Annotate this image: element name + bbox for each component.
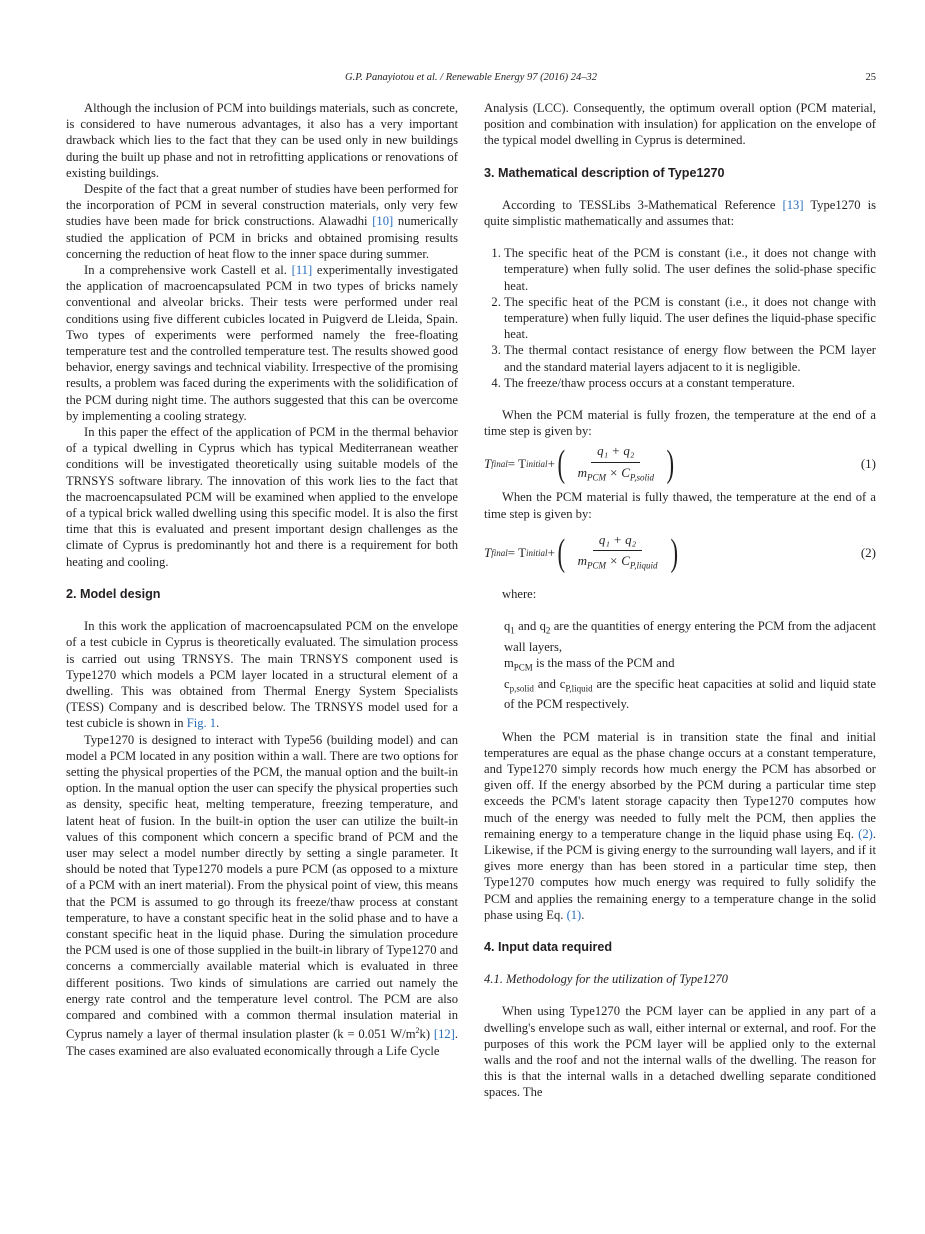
- list-item: 4. The freeze/thaw process occurs at a constant temperature.: [504, 375, 876, 391]
- figure-link[interactable]: Fig. 1: [186, 716, 217, 731]
- section-heading: 3. Mathematical description of Type1270: [484, 165, 725, 180]
- paragraph: In this paper the effect of the application of PCM in the thermal behavior of a typical dwelling in Cyprus which has typical Mediterranean weather conditions will be investigated theoretically using suitable models of the TRNSYS software library. The innovation of this work lies to the fact that the macroencapsulated PCM will be examined when applied to the envelope of a typical brick walled dwelling using this specific model. It is also the first time that this is evaluated and present important design challenges as the climate of Cyprus is predominantly hot and there is a requirement for both heating and cooling.: [66, 425, 458, 569]
- citation-link[interactable]: [11]: [291, 263, 313, 278]
- left-column: [66, 100, 458, 1059]
- paragraph: In this work the application of macroencapsulated PCM on the envelope of a test cubicle in Cyprus is theoretically evaluated. The simulation process is carried out using TRNSYS. The main TRNSYS component used is Type1270 which models a PCM layer located in a structural element of a dwelling. This was obtained from Thermal Energy System Specialists (TESS) Company and is described below. The TRNSYS model used for a test cubicle is shown in Fig. 1.: [66, 619, 458, 731]
- list-item: 1. The specific heat of the PCM is constant (i.e., it does not change with temperature) when fully solid. The user defines the solid-phase specific heat.: [504, 245, 876, 294]
- paragraph: When the PCM material is fully frozen, the temperature at the end of a time step is given by:: [484, 408, 876, 439]
- section-heading: 2. Model design: [66, 586, 161, 601]
- variable-definitions: [484, 618, 876, 713]
- equation-number: (1): [860, 456, 876, 472]
- equation-2: T final = T initial + ( $\frac{\text{q₁ + q₂}}{m_{PCM} \times C_{P,liquid}}$ ) (2): [484, 531, 876, 574]
- citation-link[interactable]: [12]: [433, 1027, 455, 1042]
- section-heading: 4. Input data required: [484, 940, 613, 955]
- definition: $m_{PCM}$ is the mass of the PCM and: [504, 655, 675, 673]
- where-label: where:: [502, 586, 537, 601]
- paragraph: According to TESSLibs 3-Mathematical Reference [13] Type1270 is quite simplistic mathematically and assumes that:: [484, 197, 876, 229]
- paragraph: In a comprehensive work Castell et al. [11] experimentally investigated the application of macroencapsulated PCM in two types of bricks namely conventional and alveolar bricks. Their tests were performed under real conditions using five different cubicles located in Puigverd de Lleida, Spain. Two types of experiments were performed namely the free-floating temperature test and the controlled temperature test. The results showed good behavior, energy savings and technical viability. Irrespective of the promising results, a problem was faced during the experiments with the solidification of the PCM during night time. The authors suggested that this can be overcome by implementing a cooling strategy.: [66, 263, 458, 423]
- assumptions-list: [484, 245, 876, 391]
- equation-1: T final = T initial + ( $\frac{\text{q₁ + q₂}}{m_{PCM} \times C_{P,solid}}$ ) (1): [484, 443, 876, 486]
- paragraph: When the PCM material is in transition state the final and initial temperatures are equal as the phase change occurs at a constant temperature, and Type1270 simply records how much energy the PCM has absorbed or given off. If the energy absorbed by the PCM during a particular time step exceeds the PCM's latent storage capacity then Type1270 computes how much of the energy was needed to fully melt the PCM, then applies the remaining energy to a temperature change in the liquid phase using Eq. (2). Likewise, if the PCM is giving energy to the surrounding wall layers, and if it gives more energy than has been stored in a particular time step, then Type1270 computes how much energy was required to fully solidify the PCM and applies the remaining energy to a temperature change in the solid phase using Eq. (1).: [484, 729, 876, 922]
- equation-link[interactable]: (2): [858, 826, 873, 841]
- citation-link[interactable]: [13]: [782, 197, 804, 212]
- subsection-heading: 4.1. Methodology for the utilization of Type1270: [484, 972, 728, 987]
- definition: $q_1$ and $q_2$ are the quantities of energy entering the PCM from the adjacent wall layers,: [504, 619, 877, 654]
- paragraph: Analysis (LCC). Consequently, the optimum overall option (PCM material, position and combination with insulation) for application on the envelope of the typical model dwelling in Cyprus is determined.: [484, 101, 876, 148]
- right-column: [484, 100, 876, 1101]
- equation-number: (2): [860, 544, 876, 560]
- list-item: 3. The thermal contact resistance of energy flow between the PCM layer and the standard material layers adjacent to it is negligible.: [504, 342, 876, 374]
- journal-citation: G.P. Panayiotou et al. / Renewable Energy 97 (2016) 24–32: [345, 72, 597, 83]
- list-item: 2. The specific heat of the PCM is constant (i.e., it does not change with temperature) when fully liquid. The user defines the liquid-phase specific heat.: [504, 294, 876, 343]
- paragraph: Although the inclusion of PCM into buildings materials, such as concrete, is considered to have numerous advantages, it also has a very important drawback which lies to the fact that they can be used only in new buildings during the built up phase and not in retrofitting applications or renovations of existing buildings.: [66, 101, 458, 180]
- citation-link[interactable]: [10]: [372, 214, 394, 229]
- paragraph: Type1270 is designed to interact with Type56 (building model) and can model a PCM located in any position within a wall. There are two options for setting the physical properties of the PCM, the manual option and the built-in option. In the manual option the user can specify the physical properties such as density, specific heat, melting temperature, freezing temperature, and latent heat of fusion. In the built-in option the user can utilize the built-in values of this component which concern a specific brand of PCM and the user may select a model number directly by setting a single parameter. It should be noted that Type1270 models a pure PCM (as opposed to a mixture of a PCM with an inert material). From the physical point of view, this means that the PCM is assumed to go through its freeze/thaw process at constant temperature, to have a constant specific heat in the solid phase and to have a constant specific heat in the liquid phase. During the simulation procedure the PCM used is one of those supplied in the built-in library of Type1270 and concerns a commercially available material which is evaluated in three different positions. Two kinds of simulations are carried out namely the energy rate control and the temperature level control. The PCM are also compared and combined with a common thermal insulation material in Cyprus namely a layer of thermal insulation plaster (k = 0.051 $W/m^2k$) [12]. The cases examined are also evaluated economically through a Life Cycle: [66, 732, 459, 1058]
- page-number: 25: [865, 72, 876, 83]
- equation-link[interactable]: (1): [566, 907, 582, 922]
- paragraph: When the PCM material is fully thawed, the temperature at the end of a time step is given by:: [484, 490, 876, 521]
- definition: $c_{p,solid}$ and $c_{P,liquid}$ are the specific heat capacities at solid and liquid state of the PCM respectively.: [504, 676, 876, 712]
- paragraph: Despite of the fact that a great number of studies have been performed for the incorporation of PCM in several construction materials, only very few studies have been made for brick constructions. Alawadhi [10] numerically studied the application of PCM in bricks and obtained promising results concerning the reduction of heat flow to the inner space during summer.: [66, 182, 459, 261]
- paragraph: When using Type1270 the PCM layer can be applied in any part of a dwelling's envelope such as wall, either internal or external, and roof. For the purposes of this work the PCM layer will be applied only to the external walls and the roof and not the internal walls of the dwelling. The reason for this is that the internal walls in a detached dwelling separate conditioned spaces. The: [484, 1004, 876, 1100]
